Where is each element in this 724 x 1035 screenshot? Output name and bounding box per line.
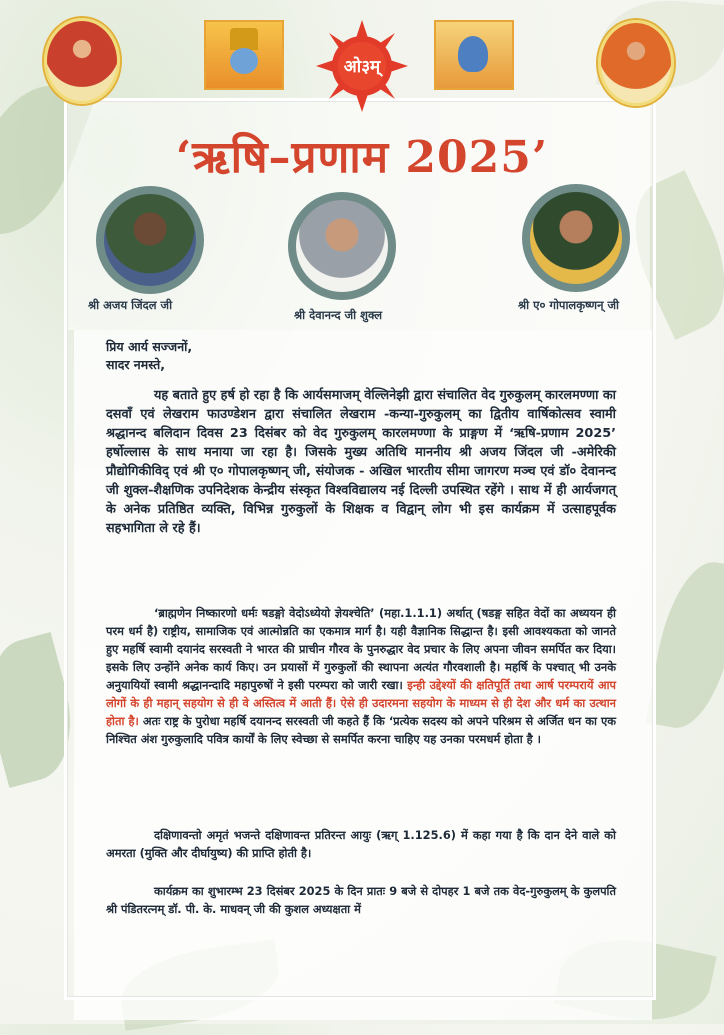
om-text: ओ३म् xyxy=(343,57,381,77)
guest-photo-3 xyxy=(522,184,630,292)
guest-name-1: श्री अजय जिंदल जी xyxy=(88,298,173,312)
paragraph-intro xyxy=(106,386,616,538)
guest-photo-1 xyxy=(96,186,204,294)
paragraph-dharma-highlight: इन्ही उद्देश्यों की क्षतिपूर्ति तथा आर्ष परम्परायें आप लोगों के ही महान् सहयोग से ही वे अस्तित्व में आती हैं। ऐसे ही उदारमना सहयोग के माध्यम से ही देश और धर्म का उत्थान होता है। xyxy=(106,678,616,728)
paragraph-dharma-text: ‘ब्राह्मणेन निष्कारणो धर्मः षडङ्गो वेदोऽध्येयो ज्ञेयश्चेति’ (महा.1.1.1) अर्थात् (षडङ्ग सहित वेदों का अध्ययन ही परम धर्म है) राष्ट्रीय, सामाजिक एवं आत्मोन्नति का एकमात्र मार्ग है। यही वैज्ञानिक सिद्धान्त है। इसी आवश्यकता को जानते हुए महर्षि स्वामी दयानंद सरस्वती ने भारत की प्राचीन गौरव के पुनरुद्धार वेद प्रचार के लिए अपना जीवन समर्पित कर दिया। इसके लिए उन्होंने अनेक कार्य किए। उन प्रयासों में गुरुकुलों की स्थापना अत्यंत गौरवशाली है। महर्षि के पश्चात् भी उनके अनुयायियों स्वामी श्रद्धानन्दादि महापुरुषों ने इसी परम्परा को जारी रखा। xyxy=(106,606,616,692)
leaf-decoration xyxy=(646,555,724,735)
guest-photo-2 xyxy=(288,192,396,300)
portrait-rama xyxy=(204,20,284,90)
portrait-left-sage xyxy=(44,18,120,104)
portrait-right-sage xyxy=(598,20,674,106)
paragraph-program-text: कार्यक्रम का शुभारम्भ 23 दिसंबर 2025 के दिन प्रातः 9 बजे से दोपहर 1 बजे तक वेद-गुरुकुलम् के कुलपति श्री पंडितरत्नम् डॉ. पी. के. माधवन् जी की कुशल अध्यक्षता में xyxy=(106,884,616,916)
greeting: सादर नमस्ते, xyxy=(106,357,165,372)
paragraph-intro-text: यह बताते हुए हर्ष हो रहा है कि आर्यसमाजम् वेल्लिनेझी द्वारा संचालित वेद गुरुकुलम् कारलमण्णा का दसवाँ एवं लेखराम फाउण्डेशन द्वारा संचालित लेखराम -कन्या-गुरुकुलम् का द्वितीय वार्षिकोत्सव स्वामी श्रद्धानन्द बलिदान दिवस 23 दिसंबर को वेद गुरुकुलम् कारलमण्णा के प्राङ्गण में ‘ऋषि-प्रणाम 2025’ हर्षोल्लास के साथ मनाया जा रहा है। जिसके मुख्य अतिथि माननीय श्री अजय जिंदल जी -अमेरिकी प्रौद्योगिकीविद् एवं श्री ए० गोपालकृष्णन् जी, संयोजक - अखिल भारतीय सीमा जागरण मञ्च एवं डॉ० देवानन्द जी शुक्ल-शैक्षणिक उपनिदेशक केन्द्रीय संस्कृत विश्वविद्यालय नई दिल्ली उपस्थित रहेंगे । साथ में ही आर्यजगत् के अनेक प्रतिष्ठित व्यक्ति, विभिन्न गुरुकुलों के शिक्षक व विद्वान् लोग भी इस कार्यक्रम में उत्साहपूर्वक सहभागिता ले रहे हैं। xyxy=(106,388,616,536)
salutation: प्रिय आर्य सज्जनों, xyxy=(106,339,193,354)
guest-name-2: श्री देवानन्द जी शुक्ल xyxy=(294,308,383,322)
paragraph-program xyxy=(106,882,616,918)
portrait-krishna xyxy=(434,20,514,90)
paragraph-dharma-text-cont: अतः राष्ट्र के पुरोधा महर्षि दयानन्द सरस्वती जी कहते हैं कि ‘प्रत्येक सदस्य को अपने परिश्रम से अर्जित धन का एक निश्चित अंश गुरुकुलादि पवित्र कार्यों के लिए स्वेच्छा से समर्पित करना चाहिए यह उनका परमधर्म होता है । xyxy=(106,714,616,746)
event-title: ‘ऋषि–प्रणाम 2025’ xyxy=(175,132,549,183)
paragraph-dana xyxy=(106,826,616,862)
guest-name-3: श्री ए० गोपालकृष्णन् जी xyxy=(518,298,619,312)
paragraph-dana-text: दक्षिणावन्तो अमृतं भजन्ते दक्षिणावन्त प्रतिरन्त आयुः (ऋग् 1.125.6) में कहा गया है कि दान देने वाले को अमरता (मुक्ति और दीर्घायुष्य) की प्राप्ति होती है। xyxy=(106,828,616,860)
paragraph-dharma xyxy=(106,604,616,748)
